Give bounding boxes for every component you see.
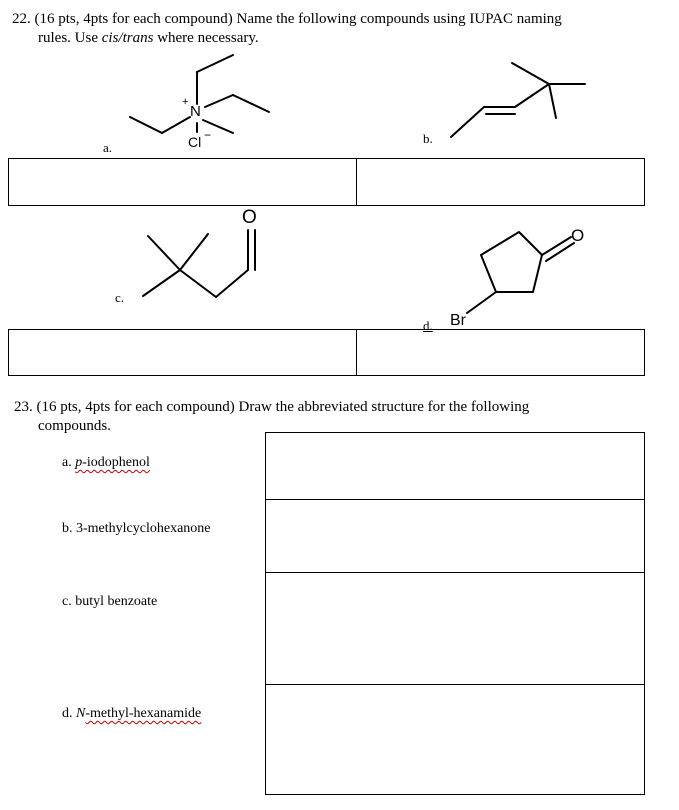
item-d-prefix: d. [62, 706, 76, 721]
answer-box-b[interactable] [356, 158, 645, 206]
question-22-cis-trans: cis/trans [101, 30, 154, 46]
structure-b [451, 63, 585, 137]
question-22-line2b: where necessary. [153, 30, 259, 46]
answer-box-c[interactable] [8, 329, 357, 376]
question-23-line2: compounds. [38, 418, 111, 434]
oxygen-atom-c: O [242, 207, 257, 228]
label-a: a. [103, 140, 113, 155]
question-23-line1: (16 pts, 4pts for each compound) Draw the abbreviated structure for the following [36, 399, 530, 415]
answer-box-a[interactable] [8, 158, 357, 206]
answer-box-d[interactable] [356, 329, 645, 376]
structure-d [467, 232, 574, 313]
minus-charge: − [204, 128, 212, 142]
draw-box-c[interactable] [265, 572, 645, 685]
draw-box-a[interactable] [265, 432, 645, 500]
draw-box-d[interactable] [265, 684, 645, 795]
draw-box-b[interactable] [265, 499, 645, 573]
bromine-atom: Br [450, 312, 466, 329]
oxygen-atom-d: O [571, 226, 585, 245]
item-b-name: 3-methylcyclohexanone [76, 521, 211, 536]
item-a-name: -iodophenol [82, 455, 150, 470]
label-d: d. [423, 318, 433, 333]
item-a [62, 455, 150, 471]
chloride-atom: Cl [188, 134, 202, 150]
label-c: c. [115, 290, 125, 305]
question-22-number: 22. [12, 11, 31, 27]
item-c-prefix: c. [62, 594, 76, 609]
question-23-text [14, 398, 674, 436]
question-22-line2a: rules. Use [38, 30, 102, 46]
question-22-line1: (16 pts, 4pts for each compound) Name the following compounds using IUPAC naming [34, 11, 562, 27]
item-d-italic: N [76, 706, 86, 721]
item-b-prefix: b. [62, 521, 76, 536]
item-c [62, 594, 157, 610]
structure-c [143, 230, 255, 297]
structure-a [130, 55, 269, 133]
item-a-italic: p [75, 455, 83, 470]
item-d-name: -methyl-hexanamide [85, 706, 202, 721]
item-d [62, 706, 201, 722]
nitrogen-atom: N [190, 103, 201, 120]
item-a-prefix: a. [62, 455, 76, 470]
item-c-name: butyl benzoate [75, 594, 158, 609]
question-23-number: 23. [14, 399, 33, 415]
item-b [62, 521, 211, 537]
plus-charge: + [182, 96, 189, 108]
label-b: b. [423, 131, 433, 146]
